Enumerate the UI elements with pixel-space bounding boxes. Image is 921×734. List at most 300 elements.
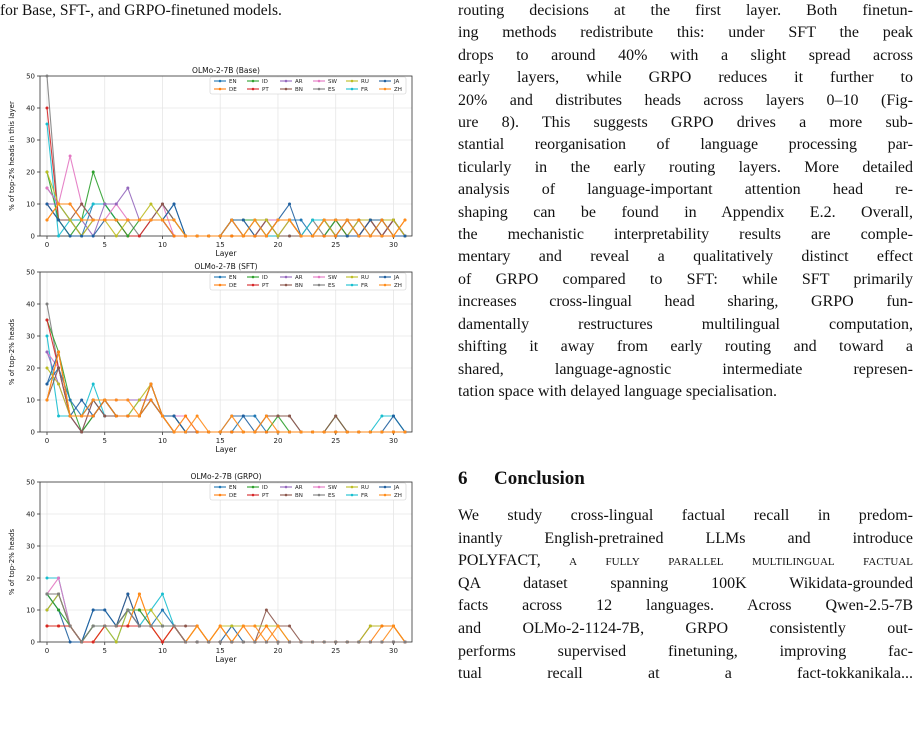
data-point-pt	[57, 625, 60, 628]
data-point-zh	[138, 415, 141, 418]
x-tick-label: 10	[158, 647, 167, 655]
data-point-zh	[46, 399, 49, 402]
data-point-de	[92, 415, 95, 418]
data-point-ja	[46, 203, 49, 206]
data-point-es	[46, 593, 49, 596]
data-point-de	[126, 415, 129, 418]
data-point-zh	[311, 235, 314, 238]
legend-label: RU	[361, 485, 369, 492]
data-point-id	[138, 609, 141, 612]
data-point-sw	[69, 155, 72, 158]
x-tick-label: 25	[331, 647, 341, 655]
data-point-es	[46, 75, 49, 78]
text-line: shaping can be found in Appendix E.2. Overall,	[458, 203, 913, 221]
y-axis-label: % of top-2% heads in this layer	[8, 101, 16, 211]
legend-label: JA	[394, 275, 400, 282]
legend-label: ID	[262, 275, 268, 282]
chart-title: OLMo-2-7B (Base)	[192, 66, 260, 75]
legend-marker	[384, 284, 387, 287]
data-point-ja	[69, 641, 72, 644]
data-point-ja	[288, 203, 291, 206]
data-point-zh	[173, 431, 176, 434]
x-tick-label: 20	[273, 647, 283, 655]
legend	[210, 77, 406, 94]
data-point-de	[380, 625, 383, 628]
legend-marker	[351, 486, 354, 489]
text-line: routing decisions at the first layer. Both finetun-	[458, 2, 913, 19]
data-point-zh	[230, 415, 233, 418]
series-line-ar	[47, 352, 405, 432]
data-point-ru	[46, 171, 49, 174]
y-tick-label: 50	[26, 478, 35, 487]
data-point-pt	[161, 641, 164, 644]
data-point-zh	[311, 431, 314, 434]
legend-marker	[252, 88, 255, 91]
series-line-zh	[47, 352, 405, 432]
data-point-zh	[265, 235, 268, 238]
data-point-zh	[161, 219, 164, 222]
data-point-zh	[323, 431, 326, 434]
data-point-es	[276, 641, 279, 644]
data-point-ar	[126, 187, 129, 190]
legend-marker	[285, 494, 288, 497]
data-point-sw	[46, 187, 49, 190]
data-point-pt	[46, 625, 49, 628]
data-point-zh	[115, 219, 118, 222]
data-point-fr	[161, 593, 164, 596]
data-point-es	[69, 625, 72, 628]
legend-marker	[318, 284, 321, 287]
data-point-sw	[57, 577, 60, 580]
data-point-ja	[69, 235, 72, 238]
data-point-zh	[126, 219, 129, 222]
y-tick-label: 0	[30, 638, 35, 647]
data-point-fr	[46, 123, 49, 126]
data-point-zh	[149, 219, 152, 222]
data-point-es	[346, 641, 349, 644]
plot-frame	[40, 272, 412, 432]
legend-label: AR	[295, 275, 303, 282]
legend-label: BN	[295, 283, 303, 290]
text-line: performs supervised finetuning, improving fac-	[458, 642, 913, 660]
data-point-zh	[380, 235, 383, 238]
y-axis-label: % of top-2% heads	[8, 528, 16, 596]
legend-label: FR	[361, 493, 368, 500]
text-line: shared, language-agnostic intermediate represen-	[458, 360, 913, 378]
text-line: tation space with delayed language specialisation.	[458, 382, 777, 400]
data-point-de	[196, 431, 199, 434]
data-point-zh	[288, 219, 291, 222]
data-point-bn	[276, 415, 279, 418]
data-point-bn	[288, 625, 291, 628]
data-point-ja	[369, 219, 372, 222]
legend-marker	[384, 486, 387, 489]
series-line-es	[47, 76, 405, 236]
data-point-es	[219, 641, 222, 644]
legend-label: SW	[328, 79, 337, 86]
legend-label: BN	[295, 493, 303, 500]
data-point-zh	[173, 219, 176, 222]
series-line-sw	[47, 352, 405, 432]
data-point-es	[230, 641, 233, 644]
legend-label: ZH	[394, 87, 402, 94]
legend-marker	[318, 88, 321, 91]
legend-marker	[219, 486, 222, 489]
legend-label: EN	[229, 79, 237, 86]
text-line: facts across 12 languages. Across Qwen-2.5-7B	[458, 597, 913, 615]
data-point-zh	[196, 625, 199, 628]
text-line: stantial reorganisation of language processing par-	[458, 136, 913, 154]
data-point-zh	[392, 235, 395, 238]
data-point-bn	[57, 367, 60, 370]
y-axis-label: % of top-2% heads	[8, 318, 16, 386]
data-point-id	[57, 609, 60, 612]
data-point-zh	[242, 235, 245, 238]
data-point-bn	[80, 203, 83, 206]
legend-label: PT	[262, 87, 269, 94]
data-point-bn	[161, 203, 164, 206]
data-point-ru	[69, 219, 72, 222]
data-point-ja	[173, 415, 176, 418]
y-tick-label: 50	[26, 268, 35, 277]
data-point-ar	[46, 351, 49, 354]
legend-label: DE	[229, 87, 237, 94]
data-point-zh	[92, 219, 95, 222]
text-line: of GRPO compared to SFT: while SFT primarily	[458, 270, 913, 288]
chart-title: OLMo-2-7B (SFT)	[194, 262, 258, 271]
legend-marker	[219, 284, 222, 287]
x-axis-label: Layer	[215, 249, 237, 258]
data-point-de	[173, 235, 176, 238]
data-point-zh	[369, 431, 372, 434]
data-point-fr	[92, 383, 95, 386]
data-point-es	[207, 641, 210, 644]
legend-label: ES	[328, 283, 335, 290]
legend-marker	[219, 276, 222, 279]
data-point-es	[103, 625, 106, 628]
data-point-zh	[253, 625, 256, 628]
y-tick-label: 30	[26, 542, 35, 551]
legend-label: SW	[328, 275, 337, 282]
legend-marker	[384, 88, 387, 91]
data-point-zh	[161, 415, 164, 418]
legend-label: RU	[361, 79, 369, 86]
data-point-en	[253, 415, 256, 418]
data-point-zh	[265, 415, 268, 418]
data-point-zh	[346, 431, 349, 434]
text-line: analysis of language-important attention head re-	[458, 181, 913, 199]
legend-box	[210, 483, 406, 500]
data-point-pt	[46, 319, 49, 322]
y-tick-label: 20	[26, 574, 35, 583]
data-point-fr	[46, 335, 49, 338]
data-point-ru	[276, 235, 279, 238]
series-line-fr	[47, 124, 405, 236]
x-tick-label: 30	[388, 241, 398, 249]
data-point-de	[230, 431, 233, 434]
figure-caption	[0, 0, 440, 21]
data-point-zh	[300, 235, 303, 238]
data-point-zh	[184, 235, 187, 238]
legend-marker	[252, 284, 255, 287]
data-point-ru	[149, 203, 152, 206]
data-point-ja	[57, 219, 60, 222]
data-point-fr	[57, 235, 60, 238]
data-point-zh	[334, 219, 337, 222]
legend-marker	[351, 494, 354, 497]
section-title: Conclusion	[494, 468, 585, 489]
plot-frame	[40, 76, 412, 236]
data-point-zh	[196, 415, 199, 418]
data-point-ja	[392, 415, 395, 418]
legend-marker	[318, 494, 321, 497]
legend-marker	[252, 276, 255, 279]
data-point-bn	[265, 609, 268, 612]
data-point-zh	[46, 219, 49, 222]
data-point-ja	[80, 399, 83, 402]
data-point-es	[92, 625, 95, 628]
data-point-zh	[80, 219, 83, 222]
chart-title: OLMo-2-7B (GRPO)	[190, 472, 262, 481]
data-point-pt	[46, 107, 49, 110]
data-point-ru	[115, 235, 118, 238]
x-tick-label: 10	[158, 241, 167, 249]
legend-label: JA	[394, 485, 400, 492]
y-tick-label: 40	[26, 104, 35, 113]
legend-label: JA	[394, 79, 400, 86]
text-line: QA dataset spanning 100K Wikidata-grounded	[458, 574, 913, 592]
data-point-zh	[80, 415, 83, 418]
text-line: We study cross-lingual factual recall in predom-	[458, 507, 913, 524]
data-point-es	[369, 641, 372, 644]
x-tick-label: 10	[158, 437, 167, 445]
data-point-zh	[346, 219, 349, 222]
x-axis-label: Layer	[215, 445, 237, 454]
legend	[210, 273, 406, 290]
data-point-zh	[334, 431, 337, 434]
data-point-es	[161, 625, 164, 628]
data-point-es	[126, 609, 129, 612]
series-line-pt	[47, 320, 405, 432]
legend-label: AR	[295, 485, 303, 492]
legend-label: FR	[361, 87, 368, 94]
data-point-fr	[57, 415, 60, 418]
text-line: ing methods redistribute this: under SFT the peak	[458, 24, 913, 42]
legend-marker	[219, 494, 222, 497]
legend-label: EN	[229, 485, 237, 492]
data-point-es	[173, 625, 176, 628]
x-tick-label: 25	[331, 437, 341, 445]
legend-label: SW	[328, 485, 337, 492]
data-point-es	[323, 641, 326, 644]
data-point-ja	[103, 609, 106, 612]
data-point-es	[57, 593, 60, 596]
x-tick-label: 25	[331, 241, 341, 249]
data-point-zh	[219, 625, 222, 628]
y-tick-label: 50	[26, 72, 35, 81]
data-point-zh	[219, 235, 222, 238]
data-point-ru	[392, 219, 395, 222]
text-line: mentary and reveal a qualitatively distinct effect	[458, 248, 913, 266]
data-point-zh	[404, 431, 407, 434]
data-point-es	[242, 641, 245, 644]
legend-marker	[384, 80, 387, 83]
data-point-ru	[149, 609, 152, 612]
legend-marker	[318, 80, 321, 83]
data-point-es	[115, 625, 118, 628]
legend-label: ES	[328, 493, 335, 500]
data-point-zh	[126, 399, 129, 402]
data-point-de	[380, 219, 383, 222]
data-point-es	[80, 641, 83, 644]
data-point-en	[69, 399, 72, 402]
series-line-zh	[47, 594, 405, 642]
legend-label: PT	[262, 493, 269, 500]
data-point-pt	[138, 235, 141, 238]
data-point-zh	[69, 203, 72, 206]
data-point-ja	[242, 415, 245, 418]
data-point-es	[253, 641, 256, 644]
data-point-es	[334, 641, 337, 644]
data-point-zh	[219, 431, 222, 434]
legend-label: ID	[262, 485, 268, 492]
legend-label: BN	[295, 87, 303, 94]
data-point-es	[357, 641, 360, 644]
data-point-zh	[57, 351, 60, 354]
text-line: early layers, while GRPO reduces it further to	[458, 69, 913, 87]
x-tick-label: 5	[102, 647, 107, 655]
data-point-id	[92, 171, 95, 174]
data-point-zh	[115, 399, 118, 402]
legend-label: DE	[229, 283, 237, 290]
data-point-zh	[276, 431, 279, 434]
legend	[210, 483, 406, 500]
data-point-es	[311, 641, 314, 644]
y-tick-label: 40	[26, 510, 35, 519]
data-point-de	[357, 219, 360, 222]
data-point-de	[253, 235, 256, 238]
x-axis-label: Layer	[215, 655, 237, 664]
data-point-zh	[300, 431, 303, 434]
data-point-es	[288, 641, 291, 644]
data-point-de	[334, 235, 337, 238]
data-point-zh	[276, 219, 279, 222]
data-point-zh	[138, 219, 141, 222]
y-tick-label: 0	[30, 428, 35, 437]
data-point-ru	[46, 367, 49, 370]
data-point-zh	[138, 593, 141, 596]
body-text	[458, 0, 913, 403]
data-point-es	[196, 641, 199, 644]
data-point-zh	[323, 219, 326, 222]
y-tick-label: 20	[26, 364, 35, 373]
data-point-ru	[230, 625, 233, 628]
legend-label: RU	[361, 275, 369, 282]
data-point-ja	[173, 203, 176, 206]
legend-label: AR	[295, 79, 303, 86]
y-tick-label: 10	[26, 200, 35, 209]
legend-marker	[351, 80, 354, 83]
data-point-es	[392, 641, 395, 644]
data-point-ru	[46, 609, 49, 612]
data-point-ja	[92, 235, 95, 238]
data-point-ar	[103, 203, 106, 206]
data-point-de	[265, 431, 268, 434]
text-line: the mechanistic interpretability results are comple-	[458, 226, 913, 244]
data-point-ja	[346, 235, 349, 238]
x-tick-label: 30	[388, 437, 398, 445]
data-point-zh	[369, 235, 372, 238]
data-point-zh	[253, 219, 256, 222]
data-point-zh	[404, 219, 407, 222]
data-point-zh	[392, 625, 395, 628]
data-point-zh	[207, 431, 210, 434]
data-point-ja	[80, 235, 83, 238]
paragraph	[458, 0, 913, 403]
series-line-ja	[47, 352, 405, 432]
data-point-pt	[126, 625, 129, 628]
text-line: inantly English-pretrained LLMs and introduce	[458, 529, 913, 547]
data-point-de	[323, 235, 326, 238]
y-tick-label: 40	[26, 300, 35, 309]
data-point-zh	[357, 235, 360, 238]
series-line-id	[47, 320, 405, 432]
legend-marker	[384, 494, 387, 497]
x-tick-label: 15	[215, 241, 225, 249]
data-point-zh	[92, 399, 95, 402]
x-tick-label: 5	[102, 437, 107, 445]
data-point-zh	[196, 235, 199, 238]
data-point-de	[184, 415, 187, 418]
legend-label: ZH	[394, 283, 402, 290]
x-tick-label: 0	[44, 437, 50, 445]
data-point-de	[149, 399, 152, 402]
data-point-ja	[126, 593, 129, 596]
section-number: 6	[458, 468, 468, 489]
legend-marker	[285, 284, 288, 287]
data-point-zh	[392, 431, 395, 434]
data-point-zh	[242, 625, 245, 628]
data-point-zh	[242, 431, 245, 434]
legend-marker	[318, 486, 321, 489]
legend-label: ZH	[394, 493, 402, 500]
legend-marker	[285, 88, 288, 91]
data-point-de	[115, 415, 118, 418]
data-point-bn	[288, 415, 291, 418]
data-point-fr	[380, 415, 383, 418]
x-tick-label: 0	[44, 241, 50, 249]
data-point-es	[404, 641, 407, 644]
legend-marker	[285, 486, 288, 489]
y-tick-label: 30	[26, 332, 35, 341]
data-point-zh	[103, 219, 106, 222]
data-point-id	[126, 235, 129, 238]
x-tick-label: 5	[102, 241, 107, 249]
data-point-ja	[242, 219, 245, 222]
legend-marker	[219, 80, 222, 83]
x-tick-label: 20	[273, 437, 283, 445]
data-point-zh	[184, 431, 187, 434]
text-line: increases cross-lingual head sharing, GRPO fun-	[458, 293, 913, 311]
legend-marker	[252, 486, 255, 489]
y-tick-label: 0	[30, 232, 35, 241]
series-line-sw	[47, 156, 405, 236]
data-point-zh	[380, 431, 383, 434]
text-line: shifting it away from early routing and toward a	[458, 338, 913, 356]
data-point-zh	[57, 203, 60, 206]
data-point-es	[184, 641, 187, 644]
text-line: POLYFACT, a fully parallel multilingual factual	[458, 552, 913, 570]
